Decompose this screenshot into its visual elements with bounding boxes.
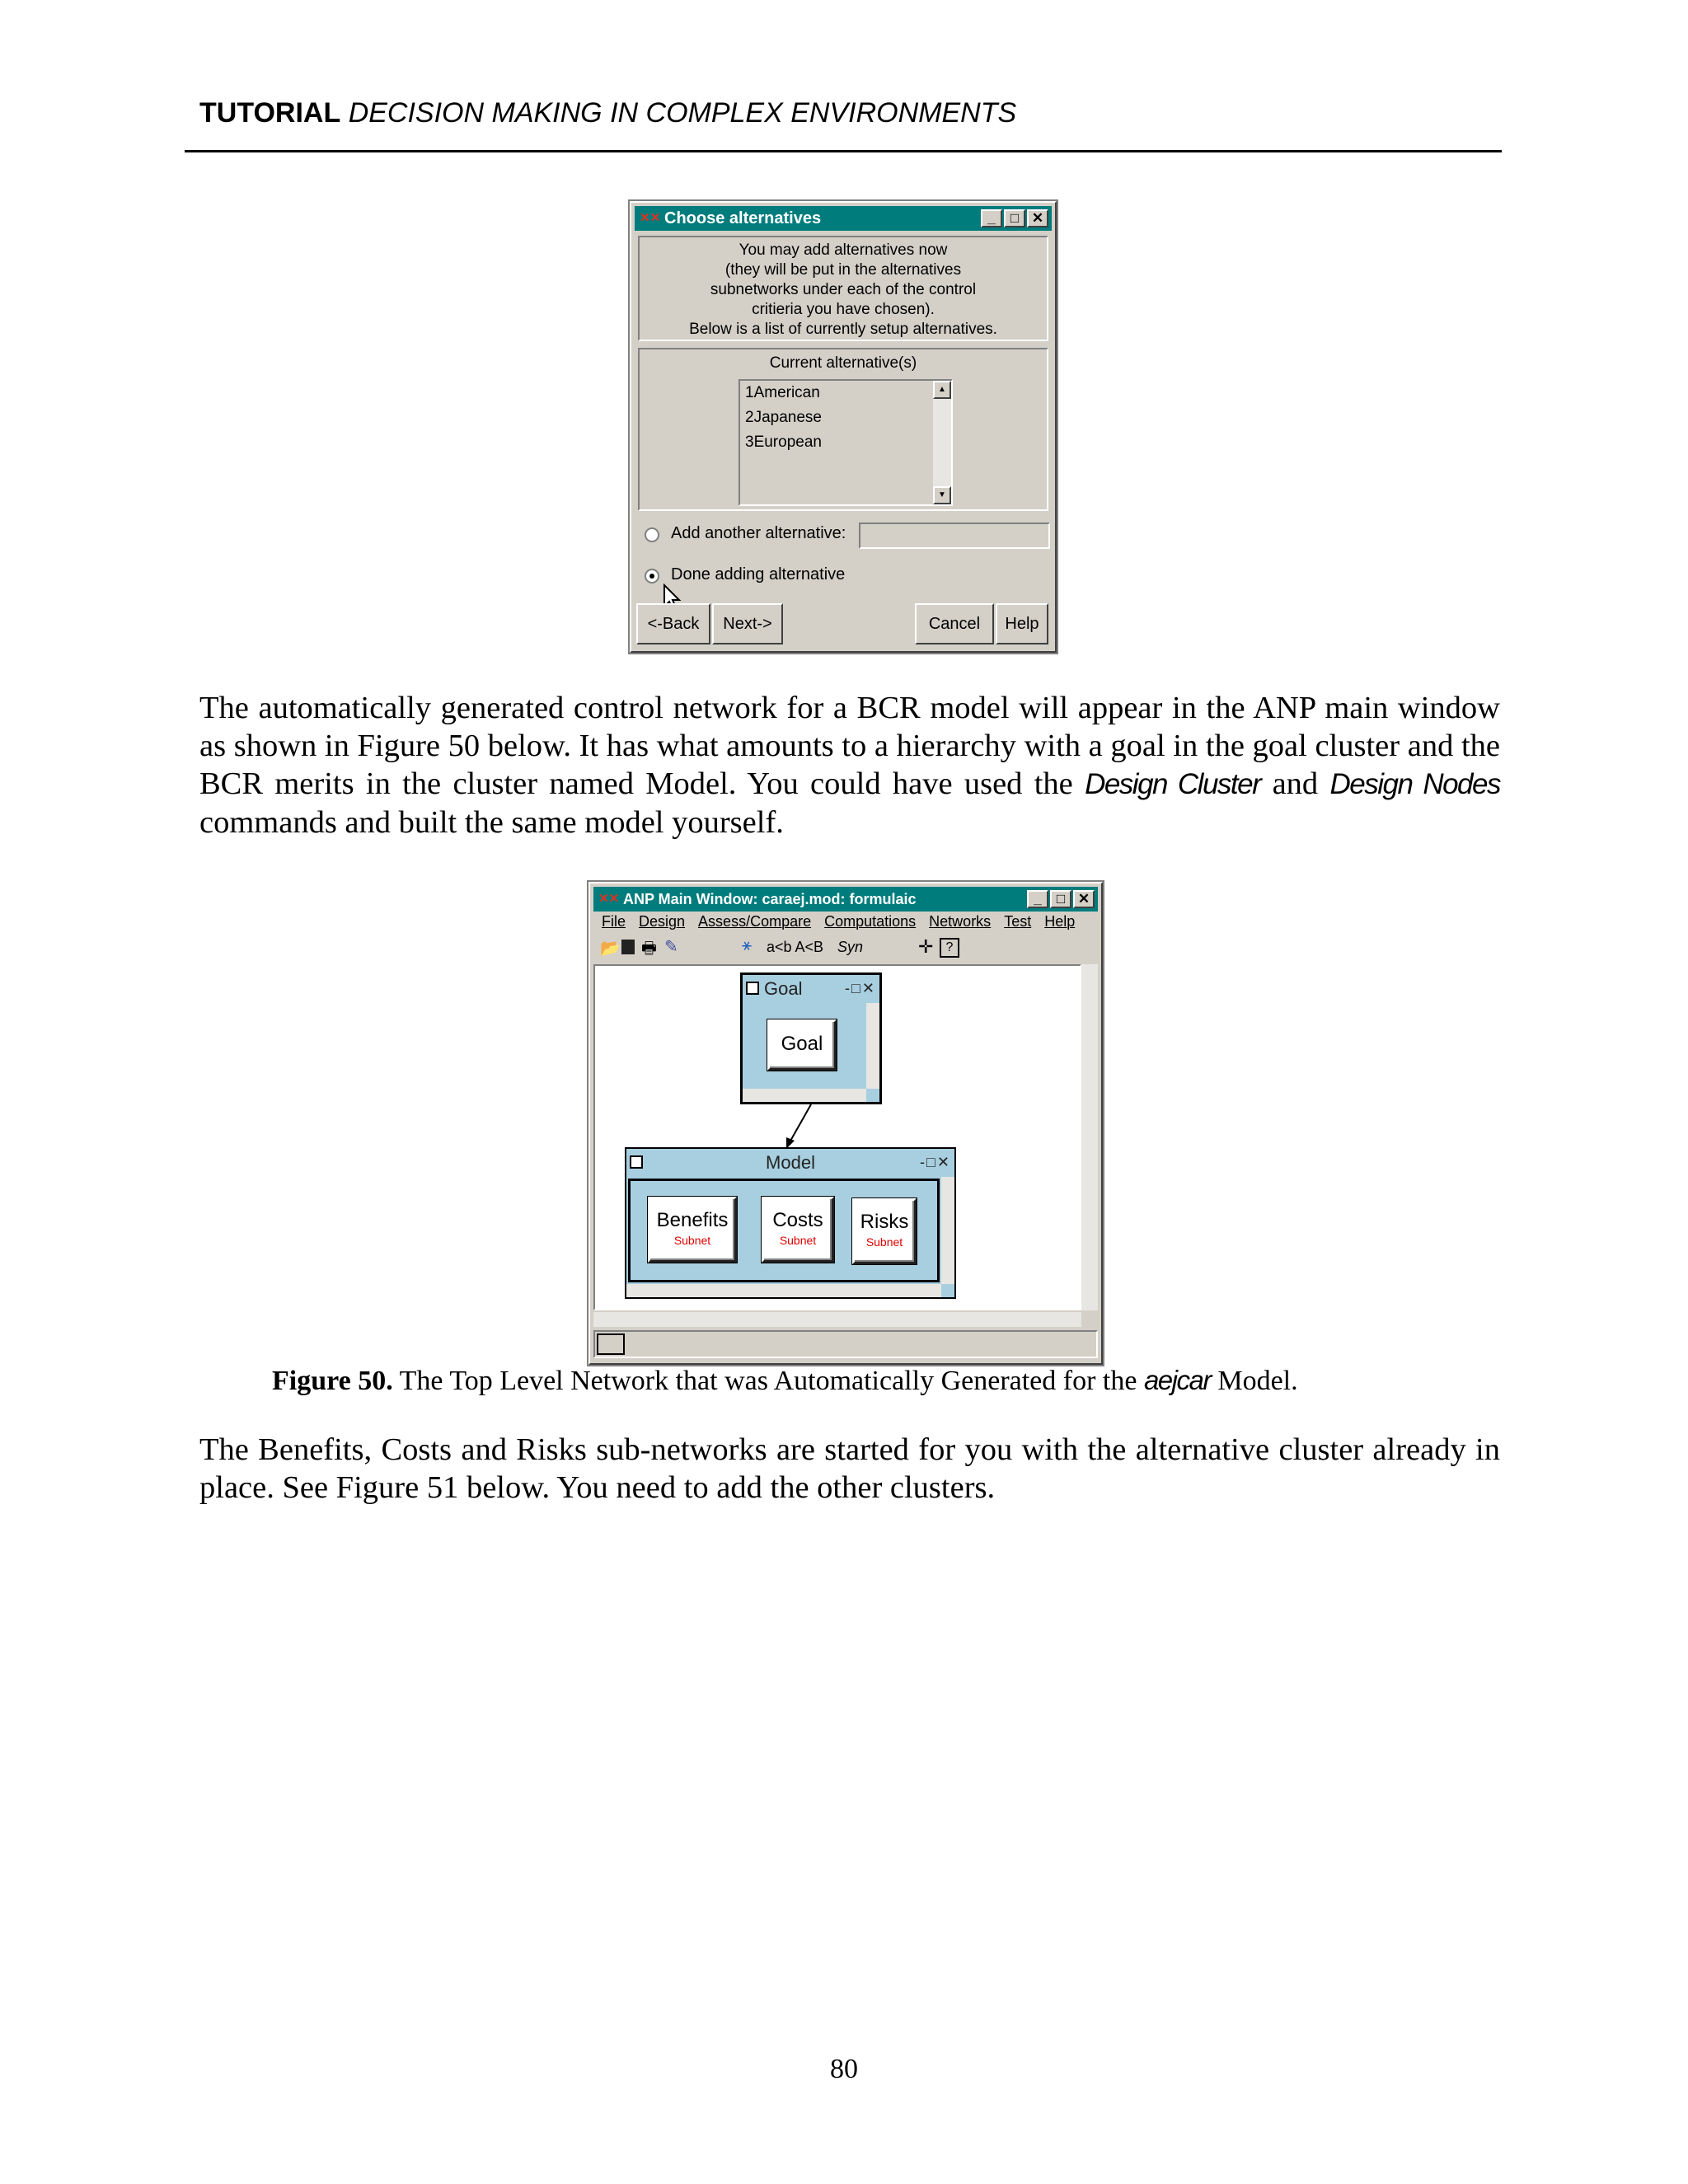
running-header <box>199 97 1016 129</box>
paragraph-1-text: and <box>1260 766 1330 801</box>
header-rule <box>185 150 1502 152</box>
canvas-vscrollbar[interactable] <box>1081 964 1098 1310</box>
info-line: critieria you have chosen). <box>752 301 935 318</box>
menu-networks[interactable]: Networks <box>929 913 992 930</box>
attach-icon[interactable]: ✎ <box>664 938 678 956</box>
add-alternative-label: Add another alternative: <box>671 524 846 542</box>
toolbar <box>593 936 1098 963</box>
menu-help[interactable]: Help <box>1044 913 1076 930</box>
app-icon: ✕✕ <box>640 211 661 225</box>
model-cluster-window[interactable] <box>625 1147 956 1299</box>
info-line: subnetworks under each of the control <box>710 281 977 298</box>
maximize-icon[interactable]: □ <box>1050 890 1071 908</box>
dialog-titlebar <box>635 206 1052 231</box>
anp-main-window <box>588 882 1103 1365</box>
model-cluster-titlebar <box>626 1149 954 1177</box>
scroll-up-icon[interactable]: ▲ <box>933 381 951 399</box>
back-button[interactable]: <-Back <box>636 603 710 644</box>
subnet-tag: Subnet <box>673 1234 711 1247</box>
page-number: 80 <box>830 2054 858 2084</box>
app-icon: ✕✕ <box>598 892 620 906</box>
risks-node-label: Risks <box>860 1211 909 1233</box>
info-line: Below is a list of currently setup alternatives. <box>689 321 997 338</box>
anp-titlebar <box>593 887 1098 912</box>
canvas-hscrollbar[interactable] <box>593 1312 1081 1327</box>
paragraph-1 <box>199 689 1500 841</box>
network-canvas[interactable] <box>593 964 1081 1310</box>
figure-caption-model-name: aejcar <box>1143 1365 1211 1395</box>
next-button[interactable]: Next-> <box>712 603 783 644</box>
context-help-icon[interactable]: ? <box>940 938 959 958</box>
cluster-window-buttons-icon[interactable]: -□✕ <box>920 1154 951 1170</box>
status-bar-box <box>597 1333 625 1355</box>
header-bold: TUTORIAL <box>199 97 341 129</box>
paragraph-2: The Benefits, Costs and Risks sub-networks are started for you with the alternative cluster already in place. See Figure 51 below. You need to add the other clusters. <box>199 1432 1500 1505</box>
design-nodes-command: Design Nodes <box>1329 768 1500 800</box>
save-icon[interactable] <box>621 940 635 954</box>
cluster-window-buttons-icon[interactable]: -□✕ <box>845 980 876 996</box>
header-italic: DECISION MAKING IN COMPLEX ENVIRONMENTS <box>348 97 1017 129</box>
costs-node[interactable] <box>762 1197 834 1263</box>
current-alternatives-label: Current alternative(s) <box>769 354 917 372</box>
alternatives-group <box>638 348 1048 511</box>
figure-caption-text: The Top Level Network that was Automatically Generated for the <box>392 1366 1144 1396</box>
compare-toolbar-text[interactable]: a<b A<B <box>767 939 824 955</box>
hierarchy-icon[interactable]: ⚹ <box>742 936 752 954</box>
dialog-info <box>638 236 1048 341</box>
open-folder-icon[interactable]: 📂 <box>600 940 621 958</box>
add-alternative-input[interactable] <box>859 523 1050 549</box>
paragraph-1-text: The automatically generated control network for a BCR model will appear in the ANP main window as shown in Figure 50 below. It has what amounts to a hierarchy with a goal in the goal cluster and the BCR merits in the cluster named Model. You could have used the <box>199 691 1500 801</box>
menu-file[interactable]: File <box>602 913 626 930</box>
info-line: (they will be put in the alternatives <box>724 261 962 279</box>
scroll-down-icon[interactable]: ▼ <box>933 486 951 504</box>
list-item[interactable]: 1American <box>745 384 820 401</box>
choose-alternatives-dialog <box>630 201 1057 653</box>
menu-bar <box>593 913 1098 935</box>
risks-node[interactable] <box>852 1198 917 1264</box>
minimize-icon[interactable]: _ <box>981 209 1002 227</box>
maximize-icon[interactable]: □ <box>1004 209 1025 227</box>
subnet-tag: Subnet <box>865 1235 903 1249</box>
costs-node-label: Costs <box>772 1209 823 1231</box>
paragraph-1-text: commands and built the same model yourself. <box>199 805 784 840</box>
print-icon[interactable]: 🖶 <box>641 940 657 958</box>
figure-caption <box>272 1365 1298 1397</box>
done-adding-label: Done adding alternative <box>671 565 846 583</box>
close-icon[interactable]: ✕ <box>1027 209 1048 227</box>
add-alternative-radio[interactable] <box>645 527 659 542</box>
alternatives-listbox[interactable] <box>738 379 953 506</box>
benefits-node-label: Benefits <box>656 1209 729 1231</box>
menu-assess-compare[interactable]: Assess/Compare <box>698 913 812 930</box>
anp-title: ANP Main Window: caraej.mod: formulaic <box>623 891 917 907</box>
list-item[interactable]: 2Japanese <box>745 409 822 426</box>
cancel-button[interactable]: Cancel <box>915 603 994 644</box>
status-bar <box>593 1330 1098 1358</box>
list-scrollbar[interactable] <box>933 381 951 504</box>
menu-test[interactable]: Test <box>1004 913 1032 930</box>
help-button[interactable]: Help <box>996 603 1048 644</box>
list-item[interactable]: 3European <box>745 434 822 451</box>
minimize-icon[interactable]: _ <box>1027 890 1048 908</box>
menu-computations[interactable]: Computations <box>824 913 917 930</box>
cluster-hscrollbar[interactable] <box>626 1284 941 1297</box>
move-icon[interactable]: ✛ <box>918 936 934 957</box>
cluster-vscrollbar[interactable] <box>941 1177 954 1284</box>
goal-cluster-title: Goal <box>764 978 803 999</box>
info-line: You may add alternatives now <box>738 241 948 259</box>
dialog-title: Choose alternatives <box>664 209 822 227</box>
figure-label: Figure 50. <box>272 1366 393 1396</box>
subnet-tag: Subnet <box>779 1234 817 1247</box>
synthesize-tool[interactable]: Syn <box>837 939 864 955</box>
figure-caption-end: Model. <box>1210 1366 1298 1396</box>
benefits-node[interactable] <box>648 1197 737 1263</box>
done-adding-radio[interactable] <box>645 569 659 583</box>
design-cluster-command: Design Cluster <box>1085 768 1261 800</box>
model-cluster-title: Model <box>766 1152 815 1173</box>
goal-node[interactable]: Goal <box>767 1019 837 1071</box>
close-icon[interactable]: ✕ <box>1073 890 1095 908</box>
menu-design[interactable]: Design <box>639 913 686 930</box>
